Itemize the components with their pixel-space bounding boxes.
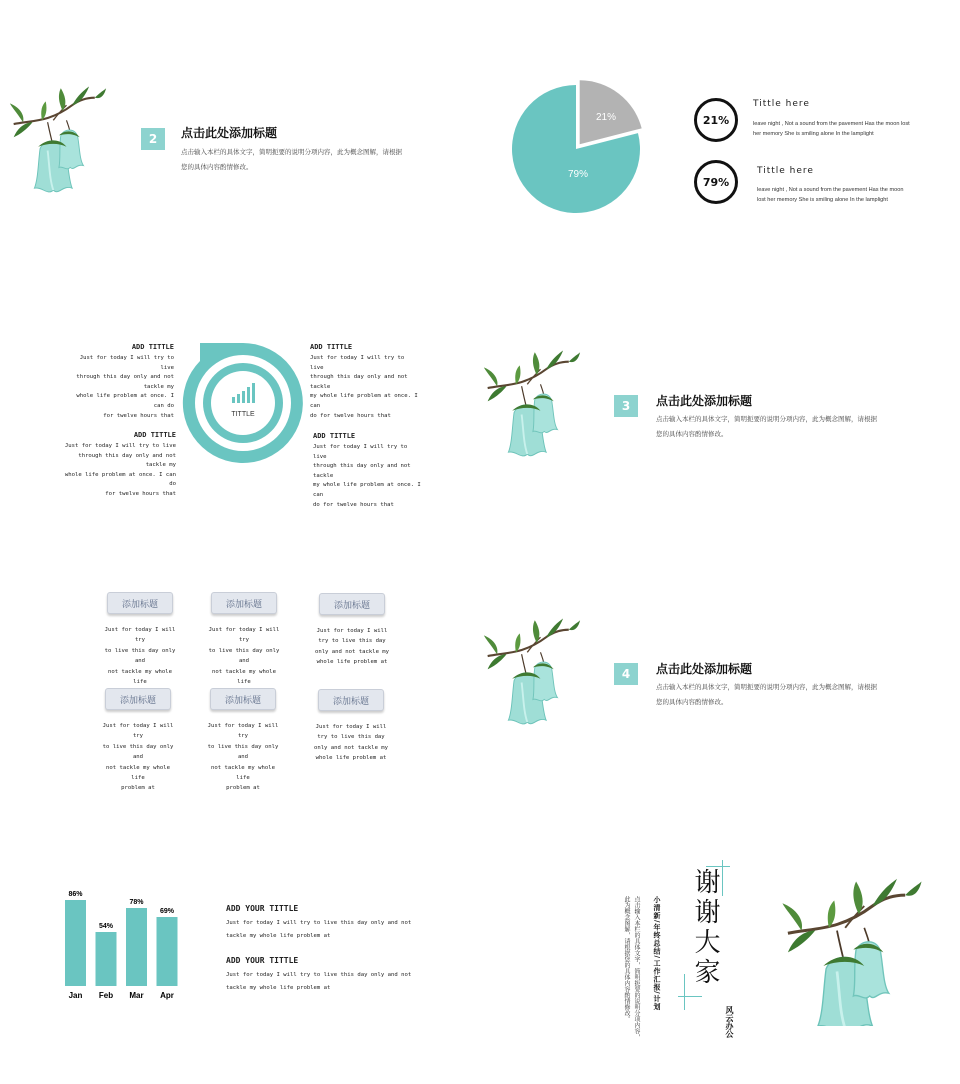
text-block-line: tackle my whole life problem at <box>226 933 331 939</box>
text-block-line: through this day only and not tackle <box>310 374 408 390</box>
card-body <box>312 626 392 668</box>
flower-illustration <box>8 72 108 212</box>
card <box>311 689 391 764</box>
section-body-line: 您的具体内容酌情修改。 <box>656 430 728 438</box>
card-line: not tackle my whole life <box>106 764 170 782</box>
card-title-button[interactable]: 添加标题 <box>211 592 277 614</box>
bar-category-label: Jan <box>68 991 83 1000</box>
text-block-line: Just for today I will try to live <box>64 443 176 449</box>
ring-diagram <box>180 340 306 466</box>
title-frame-line <box>722 860 723 896</box>
section-number-badge: 2 <box>141 128 165 150</box>
text-block <box>226 956 426 995</box>
text-block-line: through this day only and not tackle my <box>76 374 174 390</box>
card-line: to live this day only and <box>208 647 280 665</box>
text-block-line: do for twelve hours that <box>310 412 391 419</box>
text-block <box>64 431 176 500</box>
text-block-title: ADD TITTLE <box>133 431 176 439</box>
thanks-description-line: 此为概念图解，请根据您的具体内容酌情修改。 <box>623 896 630 1022</box>
pie-slice-label-small: 21% <box>596 112 617 123</box>
section-number-badge: 4 <box>614 663 638 685</box>
section-body-line: 您的具体内容酌情修改。 <box>181 163 253 171</box>
card-line: Just for today I will <box>315 724 387 730</box>
bar <box>157 917 178 986</box>
card-body <box>100 625 180 698</box>
thanks-description-line: 点击输入本栏的具体文字，简明扼要的说明分项内容， <box>633 896 640 1040</box>
section-number-badge: 3 <box>614 395 638 417</box>
card-title-button[interactable]: 添加标题 <box>318 689 384 711</box>
card-body <box>311 722 391 764</box>
thanks-subtitle: 小清新/年终总结/工作汇报/计划 <box>653 896 661 1011</box>
text-block-line: whole life problem at once. I can do <box>64 471 176 488</box>
card-line: only and not tackle my <box>313 744 389 751</box>
stat-body-line: lost her memory She is smiling alone In the lamplight <box>757 197 888 203</box>
text-block-title: ADD YOUR TITTLE <box>226 956 299 965</box>
stat-title: Tittle here <box>757 166 814 176</box>
text-block-title: ADD TITTLE <box>310 343 353 351</box>
card-line: Just for today I will try <box>207 723 279 740</box>
text-block-line: whole life problem at once. I can do <box>76 393 174 409</box>
card-line: Just for today I will <box>316 628 388 634</box>
card-line: try to live this day <box>317 734 385 741</box>
percent-ring: 79% <box>694 160 738 204</box>
bar-category-label: Feb <box>98 991 114 1000</box>
card-line: Just for today I will try <box>104 627 176 644</box>
bar-category-label: Mar <box>129 991 144 1000</box>
brand-label: 风云办公 <box>725 1006 734 1038</box>
text-block-line: my whole life problem at once. I can <box>310 393 418 409</box>
text-block-line: Just for today I will try to live <box>313 444 408 460</box>
stat-body-line: leave night , Not a sound from the pavement Has the moon lost <box>753 121 910 127</box>
bar-value-label: 54% <box>98 923 114 930</box>
card <box>204 592 284 698</box>
card-body <box>204 625 284 698</box>
text-block <box>313 432 423 510</box>
text-block-line: Just for today I will try to live <box>79 355 174 371</box>
text-block-line: do for twelve hours that <box>313 501 394 508</box>
card-title-button[interactable]: 添加标题 <box>210 688 276 710</box>
text-block-line: Just for today I will try to live this day only and not <box>226 920 412 926</box>
bar-value-label: 78% <box>129 899 144 906</box>
card-line: problem at <box>121 785 155 792</box>
title-frame-line <box>678 996 702 997</box>
card-line: to live this day only and <box>104 647 176 665</box>
text-block-line: for twelve hours that <box>103 412 174 419</box>
flower-illustration <box>752 876 952 1026</box>
stat-title: Tittle here <box>753 99 810 109</box>
card-title-button[interactable]: 添加标题 <box>107 592 173 614</box>
title-frame-line <box>684 974 685 1010</box>
bar <box>65 900 86 986</box>
card-line: try to live this day <box>318 638 386 645</box>
card-line: to live this day only and <box>102 743 174 761</box>
text-block <box>310 343 420 421</box>
section-body-line: 您的具体内容酌情修改。 <box>656 698 728 706</box>
card-line: not tackle my whole life <box>212 668 276 686</box>
text-block-line: tackle my whole life problem at <box>226 985 331 991</box>
bar <box>96 932 117 986</box>
section-title: 点击此处添加标题 <box>181 126 278 140</box>
section-title: 点击此处添加标题 <box>656 394 753 408</box>
section-title: 点击此处添加标题 <box>656 662 753 676</box>
card-line: whole life problem at <box>316 659 388 666</box>
card-line: problem at <box>226 785 260 792</box>
percent-ring: 21% <box>694 98 738 142</box>
card-title-button[interactable]: 添加标题 <box>319 593 385 615</box>
stat-body-line: leave night , Not a sound from the pavement Has the moon <box>757 187 904 193</box>
bar-chart <box>60 884 190 1006</box>
text-block-line: for twelve hours that <box>105 490 176 497</box>
card-body <box>203 721 283 794</box>
section-body <box>656 412 906 442</box>
text-block <box>64 343 174 421</box>
bar <box>126 908 147 986</box>
section-body-line: 点击输入本栏的具体文字，简明扼要的说明分项内容，此为概念图解，请根据 <box>181 148 402 156</box>
card-line: Just for today I will try <box>208 627 280 644</box>
card <box>203 688 283 794</box>
text-block-line: through this day only and not tackle my <box>78 452 176 469</box>
card-line: to live this day only and <box>207 743 279 761</box>
card-body <box>98 721 178 794</box>
card-line: not tackle my whole life <box>211 764 275 782</box>
stat-body <box>757 185 903 205</box>
flower-illustration <box>482 604 582 744</box>
card <box>100 592 180 698</box>
text-block-title: ADD YOUR TITTLE <box>226 904 299 913</box>
card <box>98 688 178 794</box>
card-line: not tackle my whole life <box>108 668 172 686</box>
thanks-title: 谢谢大家 <box>690 868 720 988</box>
title-frame-line <box>706 866 730 867</box>
text-block-line: through this day only and not tackle <box>313 463 411 479</box>
pie-slice-label-large: 79% <box>568 169 589 180</box>
text-block <box>226 904 426 943</box>
bar-value-label: 86% <box>68 891 83 898</box>
section-body-line: 点击输入本栏的具体文字，简明扼要的说明分项内容，此为概念图解，请根据 <box>656 683 877 691</box>
card-title-button[interactable]: 添加标题 <box>105 688 171 710</box>
card-line: Just for today I will try <box>102 723 174 740</box>
section-body <box>656 680 906 710</box>
card-line: whole life problem at <box>315 755 387 762</box>
section-body-line: 点击输入本栏的具体文字，简明扼要的说明分项内容，此为概念图解，请根据 <box>656 415 877 423</box>
stat-body-line: her memory She is smiling alone In the lamplight <box>753 131 874 137</box>
text-block-line: Just for today I will try to live this day only and not <box>226 972 412 978</box>
text-block-line: Just for today I will try to live <box>310 355 405 371</box>
text-block-line: my whole life problem at once. I can <box>313 482 421 498</box>
text-block-title: ADD TITTLE <box>313 432 356 440</box>
card <box>312 593 392 668</box>
ring-center-label: TITTLE <box>231 411 255 418</box>
stat-body <box>753 119 910 139</box>
card-line: only and not tackle my <box>314 648 390 655</box>
text-block-title: ADD TITTLE <box>131 343 174 351</box>
bar-value-label: 69% <box>159 908 175 915</box>
section-body <box>181 145 431 175</box>
pie-chart <box>512 80 652 220</box>
flower-illustration <box>482 336 582 476</box>
bar-category-label: Apr <box>160 991 174 1000</box>
